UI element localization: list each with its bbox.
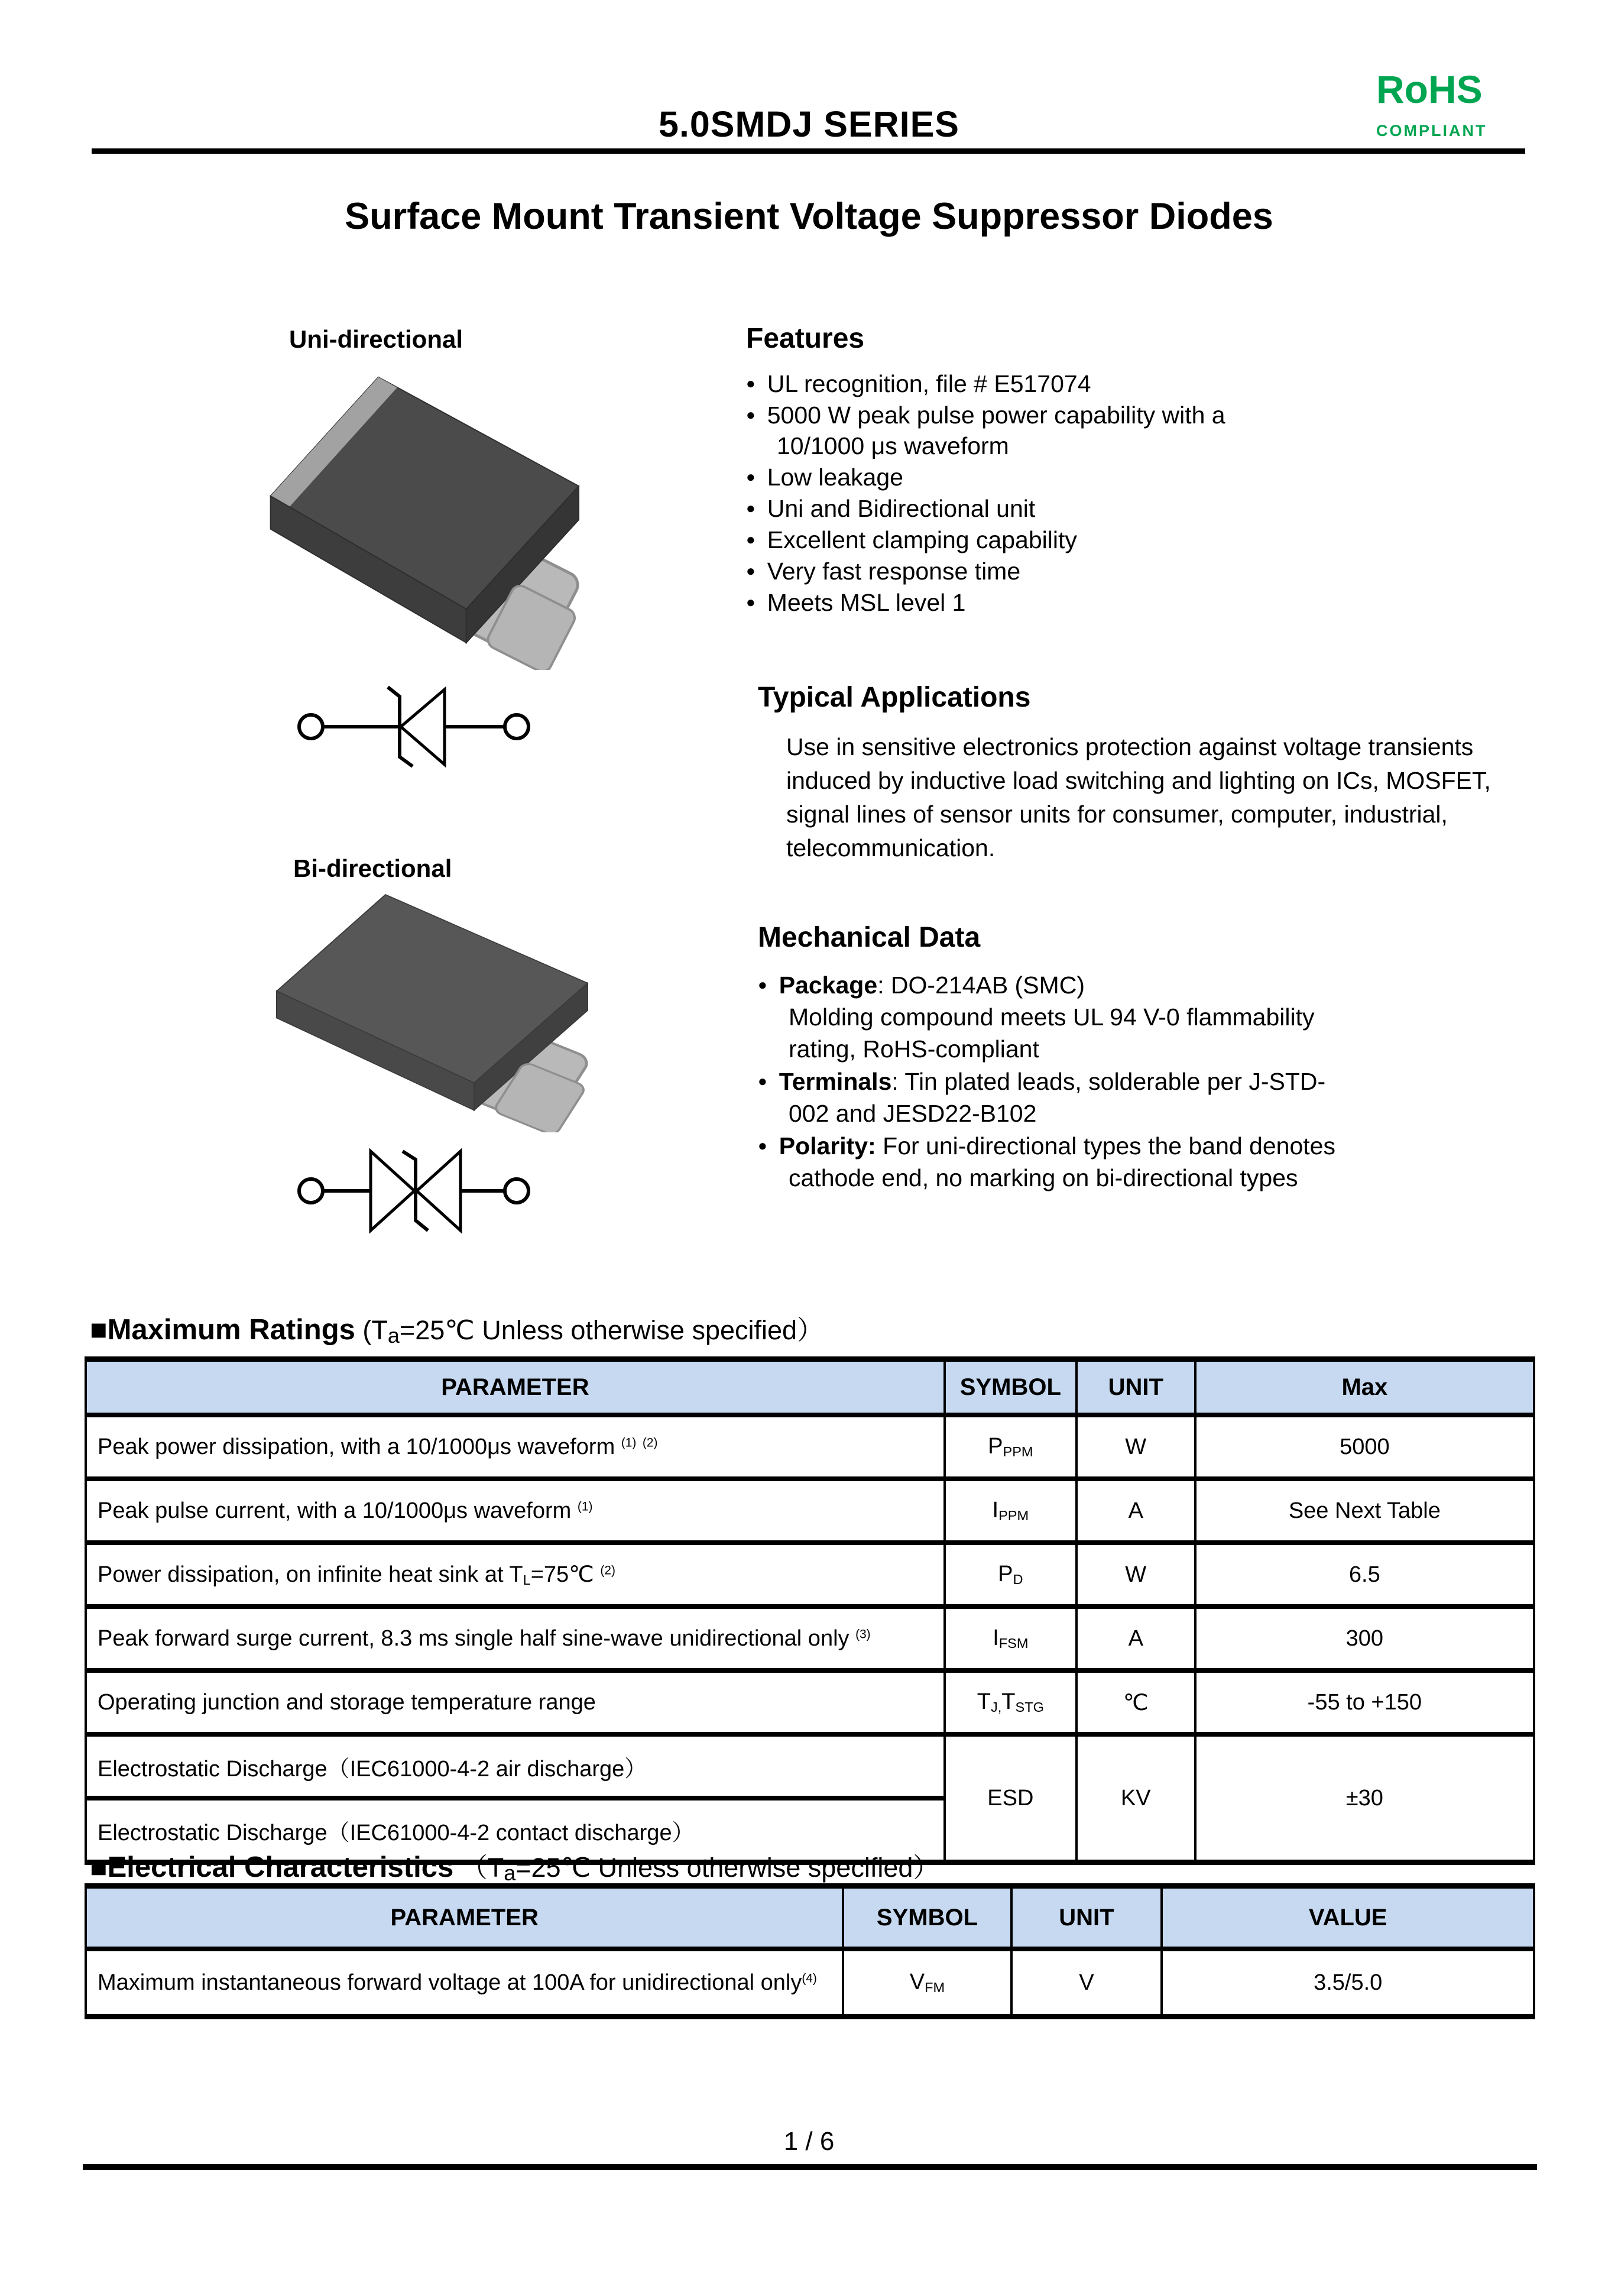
parameter-cell: Peak forward surge current, 8.3 ms single half sine-wave unidirectional only $^{(3)}$ (86, 1607, 945, 1670)
mechanical-continuation: rating, RoHS-compliant (789, 1035, 1039, 1063)
table-body (86, 1415, 1534, 1863)
value-cell: See Next Table (1195, 1479, 1534, 1543)
features-section (746, 322, 1544, 618)
parameter-cell: Maximum instantaneous forward voltage at 100A for unidirectional only$^{(4)}$ (86, 1949, 843, 2017)
electrical-heading (90, 1846, 1509, 1886)
feature-line (746, 493, 1544, 524)
mechanical-item (758, 1065, 1585, 1129)
symbol-cell: TJ,TSTG (945, 1670, 1076, 1734)
max-ratings-heading-condition: (Ta=25℃ Unless otherwise specified） (355, 1315, 824, 1348)
bullet-icon: ● (746, 593, 756, 611)
feature-text: Uni and Bidirectional unit (767, 495, 1036, 522)
mechanical-text: : Tin plated leads, solderable per J-STD- (891, 1068, 1326, 1095)
electrical-table (85, 1883, 1535, 2019)
feature-item (746, 399, 1544, 461)
mechanical-term: Polarity: (779, 1132, 876, 1160)
column-header: PARAMETER (86, 1359, 945, 1416)
page-title: 5.0SMDJ SERIES (659, 104, 959, 144)
symbol-cell: PD (945, 1543, 1076, 1607)
bullet-icon: ● (758, 1072, 767, 1090)
table-row (86, 1670, 1534, 1734)
uni-package-image (248, 371, 582, 670)
symbol-cell: VFM (843, 1949, 1011, 2017)
document-title: Surface Mount Transient Voltage Suppressor Diodes (345, 196, 1273, 237)
symbol-cell: PPPM (945, 1415, 1076, 1479)
mechanical-item (758, 969, 1585, 1065)
mechanical-line (758, 969, 1585, 1001)
unit-cell: A (1076, 1607, 1195, 1670)
unit-cell: ℃ (1076, 1670, 1195, 1734)
column-header: UNIT (1011, 1886, 1162, 1950)
bi-diode-symbol-icon (296, 1143, 532, 1241)
features-list (746, 368, 1544, 618)
table-body (86, 1949, 1534, 2017)
feature-continuation: 10/1000 μs waveform (777, 432, 1009, 459)
mechanical-text: For uni-directional types the band denotes (876, 1132, 1335, 1160)
electrical-heading-condition: （Ta=25℃ Unless otherwise specified） (453, 1853, 940, 1885)
applications-heading: Typical Applications (758, 682, 1031, 713)
applications-line: signal lines of sensor units for consumer, computer, industrial, (786, 801, 1448, 828)
applications-line: telecommunication. (786, 834, 996, 862)
value-cell: 3.5/5.0 (1162, 1949, 1534, 2017)
table-row (86, 1415, 1534, 1479)
column-header: Max (1195, 1359, 1534, 1416)
feature-text: Very fast response time (767, 558, 1021, 585)
value-cell: 300 (1195, 1607, 1534, 1670)
parameter-cell: Electrostatic Discharge（IEC61000-4-2 air discharge） (86, 1734, 945, 1798)
mechanical-line (758, 1129, 1585, 1162)
applications-line: induced by inductive load switching and lighting on ICs, MOSFET, (786, 767, 1491, 794)
feature-item (746, 524, 1544, 555)
uni-directional-label: Uni-directional (289, 325, 463, 353)
column-header: PARAMETER (86, 1886, 843, 1950)
value-cell: ±30 (1195, 1734, 1534, 1863)
feature-text: 5000 W peak pulse power capability with a (767, 401, 1225, 429)
feature-line (746, 555, 1544, 587)
unit-cell: KV (1076, 1734, 1195, 1863)
feature-line (746, 524, 1544, 555)
mechanical-continuation: cathode end, no marking on bi-directional types (789, 1164, 1298, 1191)
page-number: 1 / 6 (783, 2127, 835, 2156)
feature-item (746, 555, 1544, 587)
feature-item (746, 461, 1544, 493)
unit-cell: W (1076, 1415, 1195, 1479)
header-rule (92, 148, 1525, 154)
feature-item (746, 493, 1544, 524)
value-cell: 6.5 (1195, 1543, 1534, 1607)
bullet-icon: ● (746, 468, 756, 485)
symbol-cell: IFSM (945, 1607, 1076, 1670)
feature-item (746, 587, 1544, 618)
bi-directional-label: Bi-directional (293, 854, 452, 882)
table-head (86, 1886, 1534, 1950)
table-header-row (86, 1359, 1534, 1416)
parameter-cell: Peak pulse current, with a 10/1000μs waveform $^{(1)}$ (86, 1479, 945, 1543)
applications-line: Use in sensitive electronics protection against voltage transients (786, 733, 1474, 760)
mechanical-continuation: Molding compound meets UL 94 V-0 flammability (789, 1003, 1315, 1031)
mechanical-continuation: 002 and JESD22-B102 (789, 1100, 1037, 1127)
uni-diode-symbol-icon (296, 680, 532, 775)
mechanical-term: Package (779, 971, 878, 999)
parameter-cell: Operating junction and storage temperature range (86, 1670, 945, 1734)
bullet-icon: ● (746, 530, 756, 548)
mechanical-heading: Mechanical Data (758, 922, 981, 953)
table-row (86, 1607, 1534, 1670)
feature-line (746, 587, 1544, 618)
feature-line (746, 368, 1544, 399)
max-ratings-table (85, 1356, 1535, 1865)
column-header: SYMBOL (945, 1359, 1076, 1416)
mechanical-line (758, 1065, 1585, 1097)
parameter-cell: Electrostatic Discharge（IEC61000-4-2 contact discharge） (86, 1798, 945, 1863)
bullet-icon: ● (746, 406, 756, 423)
rohs-logo (1376, 67, 1542, 140)
bullet-icon: ● (746, 562, 756, 579)
mechanical-section (758, 921, 1585, 1194)
max-ratings-heading (90, 1309, 1509, 1348)
feature-line (746, 461, 1544, 493)
bullet-icon: ● (746, 499, 756, 517)
bullet-icon: ● (746, 374, 756, 392)
features-heading: Features (746, 323, 865, 354)
parameter-cell: Peak power dissipation, with a 10/1000μs waveform $^{(1)}$ $^{(2)}$ (86, 1415, 945, 1479)
table-row (86, 1479, 1534, 1543)
symbol-cell: IPPM (945, 1479, 1076, 1543)
mechanical-term: Terminals (779, 1068, 892, 1095)
electrical-heading-bold: ■Electrical Characteristics (90, 1851, 454, 1883)
unit-cell: V (1011, 1949, 1162, 2017)
table-row (86, 1734, 1534, 1798)
table-row (86, 1543, 1534, 1607)
bullet-icon: ● (758, 976, 767, 993)
feature-item (746, 368, 1544, 399)
bi-package-image (254, 890, 591, 1132)
footer-rule (83, 2164, 1537, 2170)
mechanical-item (758, 1129, 1585, 1194)
column-header: SYMBOL (843, 1886, 1011, 1950)
value-cell: -55 to +150 (1195, 1670, 1534, 1734)
applications-body (786, 730, 1585, 865)
mechanical-text: : DO-214AB (SMC) (877, 971, 1085, 999)
unit-cell: W (1076, 1543, 1195, 1607)
applications-section (758, 681, 1585, 865)
rohs-text: RoHS (1376, 67, 1483, 111)
feature-text: Excellent clamping capability (767, 526, 1077, 553)
table-head (86, 1359, 1534, 1416)
table-header-row (86, 1886, 1534, 1950)
feature-text: UL recognition, file # E517074 (767, 370, 1091, 397)
parameter-cell: Power dissipation, on infinite heat sink at TL=75℃ $^{(2)}$ (86, 1543, 945, 1607)
bullet-icon: ● (758, 1136, 767, 1154)
value-cell: 5000 (1195, 1415, 1534, 1479)
table-row (86, 1949, 1534, 2017)
symbol-cell: ESD (945, 1734, 1076, 1863)
feature-line (746, 399, 1544, 430)
mechanical-list (758, 969, 1585, 1194)
column-header: UNIT (1076, 1359, 1195, 1416)
max-ratings-heading-bold: ■Maximum Ratings (90, 1314, 355, 1346)
column-header: VALUE (1162, 1886, 1534, 1950)
unit-cell: A (1076, 1479, 1195, 1543)
feature-text: Meets MSL level 1 (767, 589, 966, 616)
rohs-compliant-text: COMPLIANT (1376, 122, 1487, 140)
feature-text: Low leakage (767, 464, 903, 491)
